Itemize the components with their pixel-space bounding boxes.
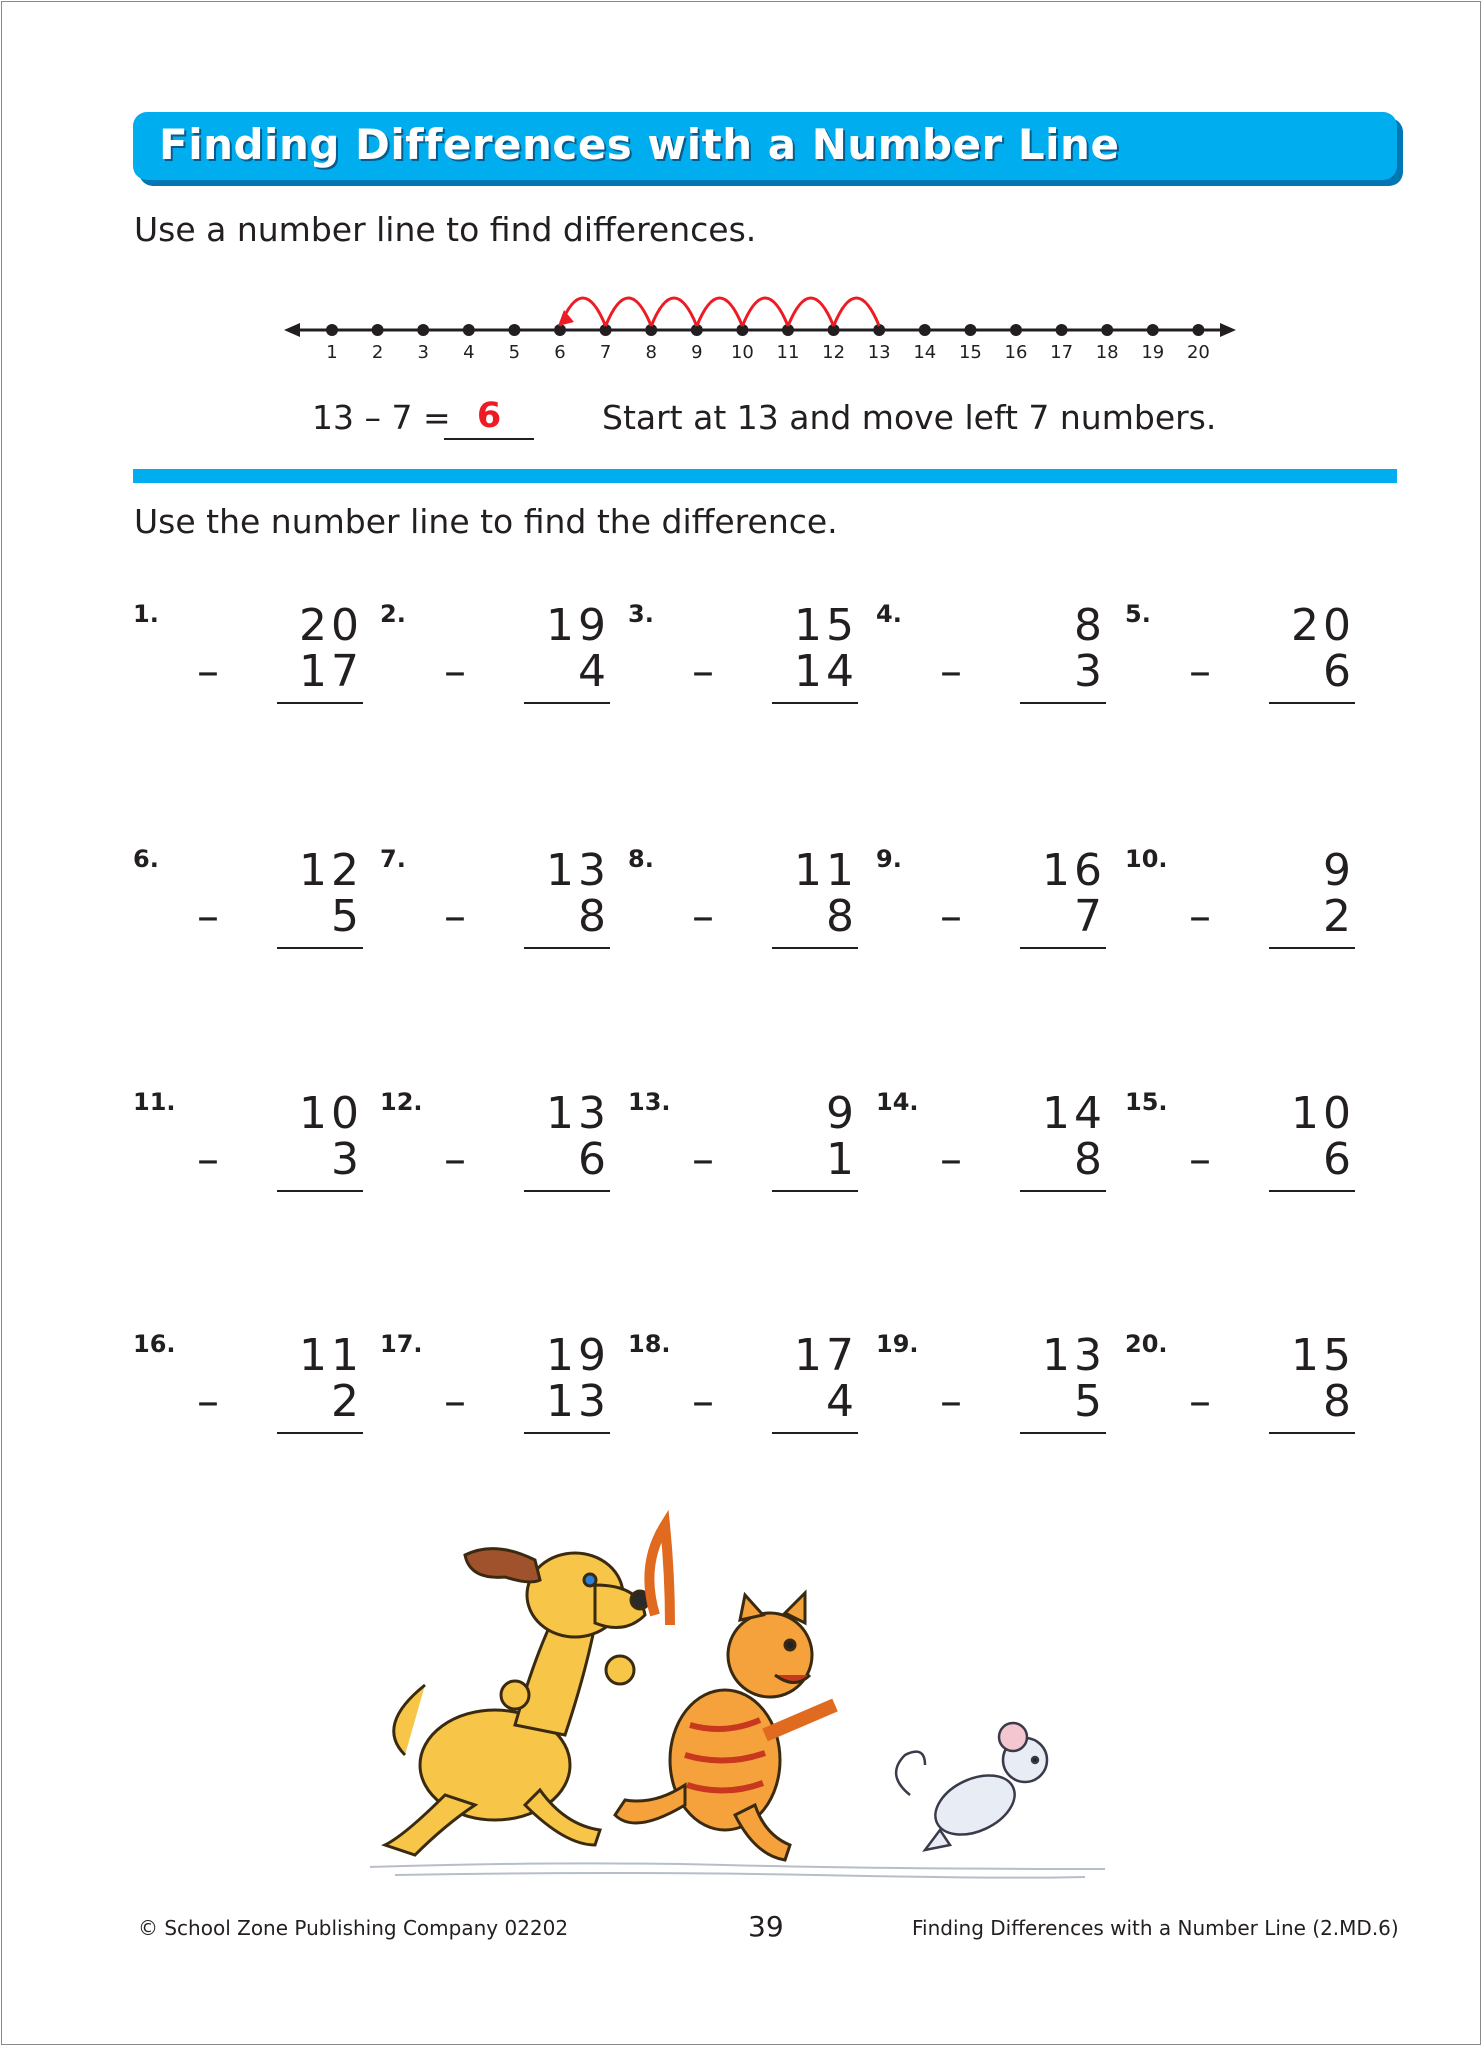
minus-sign: – bbox=[692, 1376, 714, 1427]
subtrahend: 6 bbox=[578, 1134, 610, 1185]
minuend: 20 bbox=[1291, 600, 1355, 651]
minus-sign: – bbox=[1189, 646, 1211, 697]
problem-number: 2. bbox=[380, 600, 406, 628]
hop-arc bbox=[742, 298, 788, 326]
minuend: 11 bbox=[299, 1330, 363, 1381]
number-line-point bbox=[919, 324, 931, 336]
page-number: 39 bbox=[748, 1910, 784, 1943]
answer-line bbox=[524, 1190, 610, 1192]
problem-9 bbox=[876, 845, 1106, 975]
number-line-label: 4 bbox=[463, 342, 475, 363]
answer-line bbox=[524, 947, 610, 949]
number-line-point bbox=[417, 324, 429, 336]
minuend: 9 bbox=[826, 1088, 858, 1139]
minus-sign: – bbox=[1189, 891, 1211, 942]
problem-number: 13. bbox=[628, 1088, 671, 1116]
number-line-label: 3 bbox=[417, 342, 429, 363]
minuend: 15 bbox=[1291, 1330, 1355, 1381]
example-answer: 6 bbox=[444, 398, 534, 440]
hop-arc bbox=[697, 298, 743, 326]
answer-line bbox=[524, 702, 610, 704]
problem-number: 12. bbox=[380, 1088, 423, 1116]
problem-8 bbox=[628, 845, 858, 975]
answer-line bbox=[277, 947, 363, 949]
problem-17 bbox=[380, 1330, 610, 1460]
number-line-label: 18 bbox=[1095, 342, 1119, 363]
minuend: 15 bbox=[794, 600, 858, 651]
number-line-label: 13 bbox=[867, 342, 891, 363]
subtrahend: 4 bbox=[578, 646, 610, 697]
subtrahend: 13 bbox=[546, 1376, 610, 1427]
subtrahend: 8 bbox=[578, 891, 610, 942]
problem-13 bbox=[628, 1088, 858, 1218]
problem-16 bbox=[133, 1330, 363, 1460]
minuend: 14 bbox=[1042, 1088, 1106, 1139]
minus-sign: – bbox=[940, 891, 962, 942]
problem-5 bbox=[1125, 600, 1355, 730]
minuend: 17 bbox=[794, 1330, 858, 1381]
answer-line bbox=[277, 1432, 363, 1434]
number-line-label: 8 bbox=[645, 342, 657, 363]
subtrahend: 3 bbox=[331, 1134, 363, 1185]
minuend: 13 bbox=[546, 1088, 610, 1139]
problem-number: 14. bbox=[876, 1088, 919, 1116]
problem-number: 17. bbox=[380, 1330, 423, 1358]
problem-11 bbox=[133, 1088, 363, 1218]
number-line-label: 15 bbox=[958, 342, 982, 363]
minuend: 19 bbox=[546, 600, 610, 651]
problem-10 bbox=[1125, 845, 1355, 975]
minus-sign: – bbox=[444, 646, 466, 697]
problem-number: 11. bbox=[133, 1088, 176, 1116]
problem-number: 19. bbox=[876, 1330, 919, 1358]
number-line-label: 7 bbox=[599, 342, 612, 363]
answer-line bbox=[1020, 1432, 1106, 1434]
hop-arc bbox=[788, 298, 834, 326]
subtrahend: 17 bbox=[299, 646, 363, 697]
hop-arc bbox=[651, 298, 697, 326]
number-line-point bbox=[326, 324, 338, 336]
answer-line bbox=[772, 1432, 858, 1434]
footer-copyright: © School Zone Publishing Company 02202 bbox=[138, 1916, 569, 1940]
problem-20 bbox=[1125, 1330, 1355, 1460]
cat-icon bbox=[615, 1525, 835, 1860]
problem-18 bbox=[628, 1330, 858, 1460]
problem-number: 9. bbox=[876, 845, 902, 873]
number-line-label: 11 bbox=[776, 342, 800, 363]
mouse-icon bbox=[896, 1723, 1047, 1850]
minuend: 20 bbox=[299, 600, 363, 651]
problem-19 bbox=[876, 1330, 1106, 1460]
number-line-point bbox=[1101, 324, 1113, 336]
page-title: Finding Differences with a Number Line bbox=[159, 120, 1120, 169]
subtrahend: 14 bbox=[794, 646, 858, 697]
minuend: 16 bbox=[1042, 845, 1106, 896]
minus-sign: – bbox=[692, 891, 714, 942]
minus-sign: – bbox=[692, 1134, 714, 1185]
problem-15 bbox=[1125, 1088, 1355, 1218]
problem-12 bbox=[380, 1088, 610, 1218]
section-instruction: Use the number line to find the difference. bbox=[134, 502, 838, 541]
minus-sign: – bbox=[197, 1376, 219, 1427]
number-line-point bbox=[372, 324, 384, 336]
hop-arc bbox=[834, 298, 880, 326]
problem-number: 18. bbox=[628, 1330, 671, 1358]
problem-number: 20. bbox=[1125, 1330, 1168, 1358]
subtrahend: 1 bbox=[826, 1134, 858, 1185]
number-line-label: 2 bbox=[371, 342, 384, 363]
minus-sign: – bbox=[444, 1376, 466, 1427]
subtrahend: 6 bbox=[1323, 1134, 1355, 1185]
problem-number: 16. bbox=[133, 1330, 176, 1358]
number-line-point bbox=[1192, 324, 1204, 336]
problem-1 bbox=[133, 600, 363, 730]
number-line-label: 9 bbox=[691, 342, 703, 363]
number-line-point bbox=[1147, 324, 1159, 336]
answer-line bbox=[1269, 1190, 1355, 1192]
minus-sign: – bbox=[940, 1134, 962, 1185]
problem-3 bbox=[628, 600, 858, 730]
minus-sign: – bbox=[197, 891, 219, 942]
minuend: 13 bbox=[546, 845, 610, 896]
subtrahend: 2 bbox=[1323, 891, 1355, 942]
subtrahend: 5 bbox=[331, 891, 363, 942]
problem-number: 10. bbox=[1125, 845, 1168, 873]
subtrahend: 8 bbox=[1074, 1134, 1106, 1185]
problem-number: 6. bbox=[133, 845, 159, 873]
answer-line bbox=[1269, 1432, 1355, 1434]
number-line-point bbox=[1010, 324, 1022, 336]
number-line-label: 12 bbox=[822, 342, 846, 363]
subtrahend: 7 bbox=[1074, 891, 1106, 942]
minus-sign: – bbox=[197, 646, 219, 697]
minuend: 10 bbox=[1291, 1088, 1355, 1139]
answer-line bbox=[277, 1190, 363, 1192]
subtrahend: 8 bbox=[1323, 1376, 1355, 1427]
number-line-label: 14 bbox=[913, 342, 937, 363]
subtrahend: 6 bbox=[1323, 646, 1355, 697]
problem-number: 8. bbox=[628, 845, 654, 873]
problem-2 bbox=[380, 600, 610, 730]
problem-number: 3. bbox=[628, 600, 654, 628]
right-arrow-icon bbox=[1220, 323, 1236, 337]
answer-line bbox=[1269, 702, 1355, 704]
problem-number: 5. bbox=[1125, 600, 1151, 628]
number-line-label: 17 bbox=[1050, 342, 1074, 363]
minuend: 10 bbox=[299, 1088, 363, 1139]
problem-number: 1. bbox=[133, 600, 159, 628]
problem-4 bbox=[876, 600, 1106, 730]
answer-line bbox=[1020, 1190, 1106, 1192]
subtrahend: 5 bbox=[1074, 1376, 1106, 1427]
subtrahend: 4 bbox=[826, 1376, 858, 1427]
subtrahend: 3 bbox=[1074, 646, 1106, 697]
minus-sign: – bbox=[1189, 1134, 1211, 1185]
footer-topic: Finding Differences with a Number Line (2.MD.6) bbox=[912, 1916, 1399, 1940]
title-banner bbox=[133, 112, 1397, 180]
problem-number: 15. bbox=[1125, 1088, 1168, 1116]
answer-line bbox=[1020, 702, 1106, 704]
minuend: 19 bbox=[546, 1330, 610, 1381]
answer-line bbox=[277, 702, 363, 704]
subtrahend: 2 bbox=[331, 1376, 363, 1427]
minuend: 11 bbox=[794, 845, 858, 896]
number-line-point bbox=[508, 324, 520, 336]
minus-sign: – bbox=[692, 646, 714, 697]
problem-number: 7. bbox=[380, 845, 406, 873]
number-line-label: 10 bbox=[730, 342, 754, 363]
hop-arc bbox=[606, 298, 652, 326]
left-arrow-icon bbox=[284, 323, 300, 337]
minuend: 12 bbox=[299, 845, 363, 896]
number-line-label: 20 bbox=[1186, 342, 1210, 363]
problem-number: 4. bbox=[876, 600, 902, 628]
number-line bbox=[280, 280, 1240, 370]
answer-line bbox=[772, 702, 858, 704]
minus-sign: – bbox=[940, 1376, 962, 1427]
example-instruction: Use a number line to find differences. bbox=[134, 210, 757, 249]
minus-sign: – bbox=[1189, 1376, 1211, 1427]
minus-sign: – bbox=[444, 891, 466, 942]
minuend: 9 bbox=[1323, 845, 1355, 896]
subtrahend: 8 bbox=[826, 891, 858, 942]
example-equation: 13 – 7 = bbox=[312, 398, 451, 437]
number-line-point bbox=[1056, 324, 1068, 336]
answer-line bbox=[1269, 947, 1355, 949]
dog-icon bbox=[385, 1549, 649, 1855]
answer-line bbox=[772, 947, 858, 949]
problem-6 bbox=[133, 845, 363, 975]
answer-line bbox=[772, 1190, 858, 1192]
minus-sign: – bbox=[197, 1134, 219, 1185]
number-line-label: 6 bbox=[554, 342, 566, 363]
minuend: 13 bbox=[1042, 1330, 1106, 1381]
number-line-point bbox=[463, 324, 475, 336]
illustration bbox=[365, 1505, 1125, 1895]
number-line-label: 5 bbox=[508, 342, 521, 363]
minus-sign: – bbox=[444, 1134, 466, 1185]
section-divider bbox=[133, 469, 1397, 483]
example-explanation: Start at 13 and move left 7 numbers. bbox=[602, 398, 1217, 437]
number-line-label: 16 bbox=[1004, 342, 1028, 363]
problem-7 bbox=[380, 845, 610, 975]
answer-line bbox=[1020, 947, 1106, 949]
minus-sign: – bbox=[940, 646, 962, 697]
number-line-label: 1 bbox=[326, 342, 338, 363]
number-line-label: 19 bbox=[1141, 342, 1165, 363]
answer-line bbox=[524, 1432, 610, 1434]
number-line-point bbox=[964, 324, 976, 336]
problem-14 bbox=[876, 1088, 1106, 1218]
minuend: 8 bbox=[1074, 600, 1106, 651]
